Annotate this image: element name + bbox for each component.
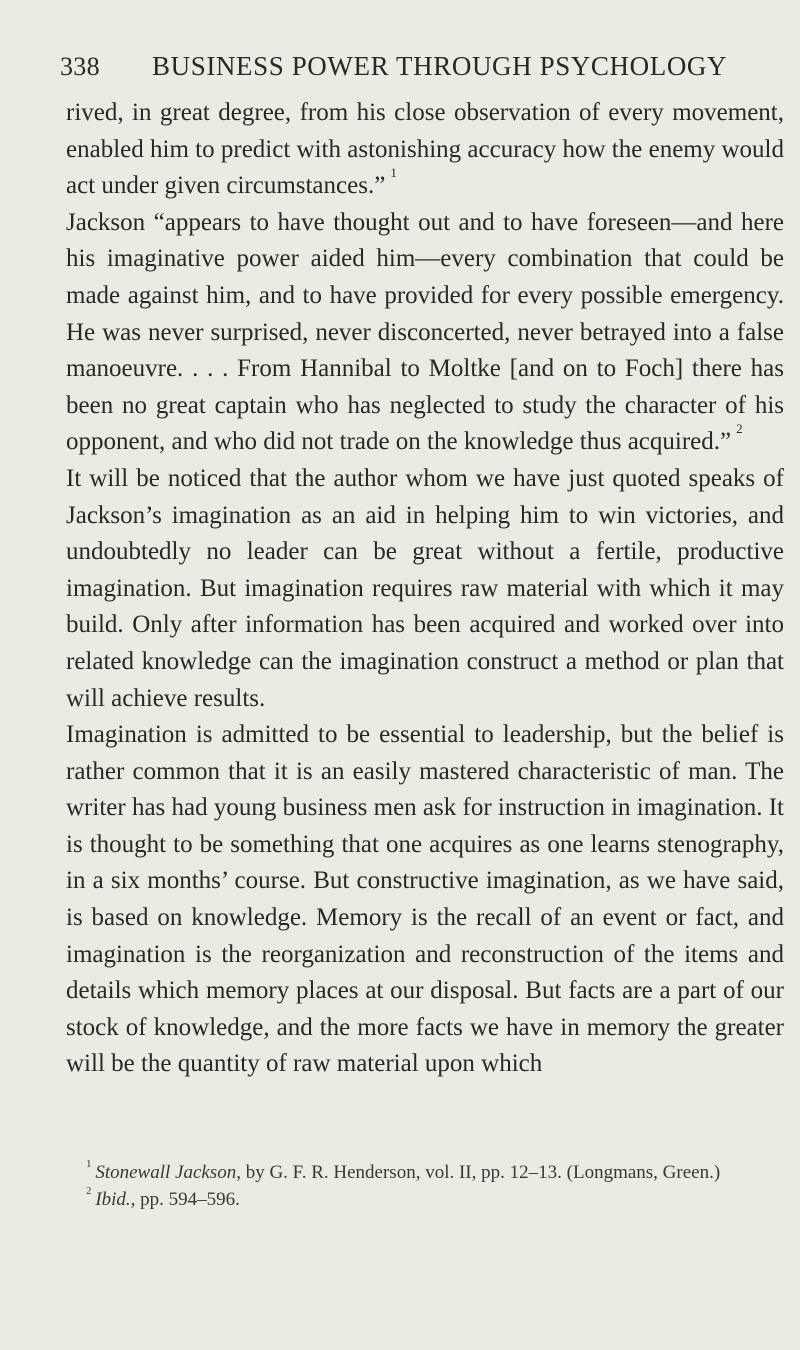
paragraph-text: rived, in great degree, from his close observation of every movement, enabled him to predict with astonishing accuracy how the enemy would act under given circumstances.” — [66, 99, 784, 200]
footnote-title: Stonewall Jackson, — [95, 1162, 241, 1183]
paragraph-text: Imagination is admitted to be essential to leadership, but the belief is rather common that it is an easily mastered characteristic of man. The writer has had young business men ask for instruction in imagination. It is thought to be something that one acquires as one learns stenography, in a six months’ course. But constructive imagination, as we have said, is based on knowledge. Memory is the recall of an event or fact, and imagination is the reorganization and reconstruction of the items and details which memory places at our disposal. But facts are a part of our stock of knowledge, and the more facts we have in memory the greater will be the quantity of raw material upon which — [66, 721, 784, 1078]
body-text — [66, 95, 784, 1083]
footnotes — [66, 1160, 784, 1213]
footnote-1 — [66, 1160, 784, 1187]
paragraph-4 — [66, 717, 784, 1083]
running-head — [60, 46, 780, 87]
paragraph-text: It will be noticed that the author whom we have just quoted speaks of Jackson’s imagination as an aid in helping him to win victories, and undoubtedly no leader can be great without a fertile, productive imagination. But imagination requires raw material with which it may build. Only after information has been acquired and worked over into related knowledge can the imagination construct a method or plan that will achieve results. — [66, 464, 784, 712]
paragraph-3 — [66, 461, 784, 717]
footnote-ref: 1 — [390, 165, 397, 181]
footnote-title: Ibid., — [95, 1188, 136, 1210]
paragraph-2 — [66, 205, 784, 461]
footnote-2 — [66, 1184, 784, 1214]
footnote-ref: 2 — [736, 421, 743, 437]
page-number: 338 — [60, 52, 100, 81]
footnote-text: pp. 594–596. — [135, 1188, 240, 1210]
footnote-mark: 2 — [86, 1184, 92, 1197]
paragraph-text: Jackson “appears to have thought out and to have foreseen—and here his imaginative power aided him—every combination that could be made against him, and to have provided for every possible emergency. He was never surprised, never disconcerted, never betrayed into a false manoeuvre. . . . From Hannibal to Moltke [and on to Foch] there has been no great captain who has neglected to study the character of his opponent, and who did not trade on the knowledge thus acquired.” — [66, 208, 784, 456]
footnote-text: by G. F. R. Henderson, vol. II, pp. 12–13. (Longmans, Green.) — [240, 1162, 721, 1183]
paragraph-1 — [66, 95, 784, 205]
footnote-mark: 1 — [86, 1158, 92, 1170]
running-title: BUSINESS POWER THROUGH PSYCHOLOGY — [152, 51, 728, 81]
